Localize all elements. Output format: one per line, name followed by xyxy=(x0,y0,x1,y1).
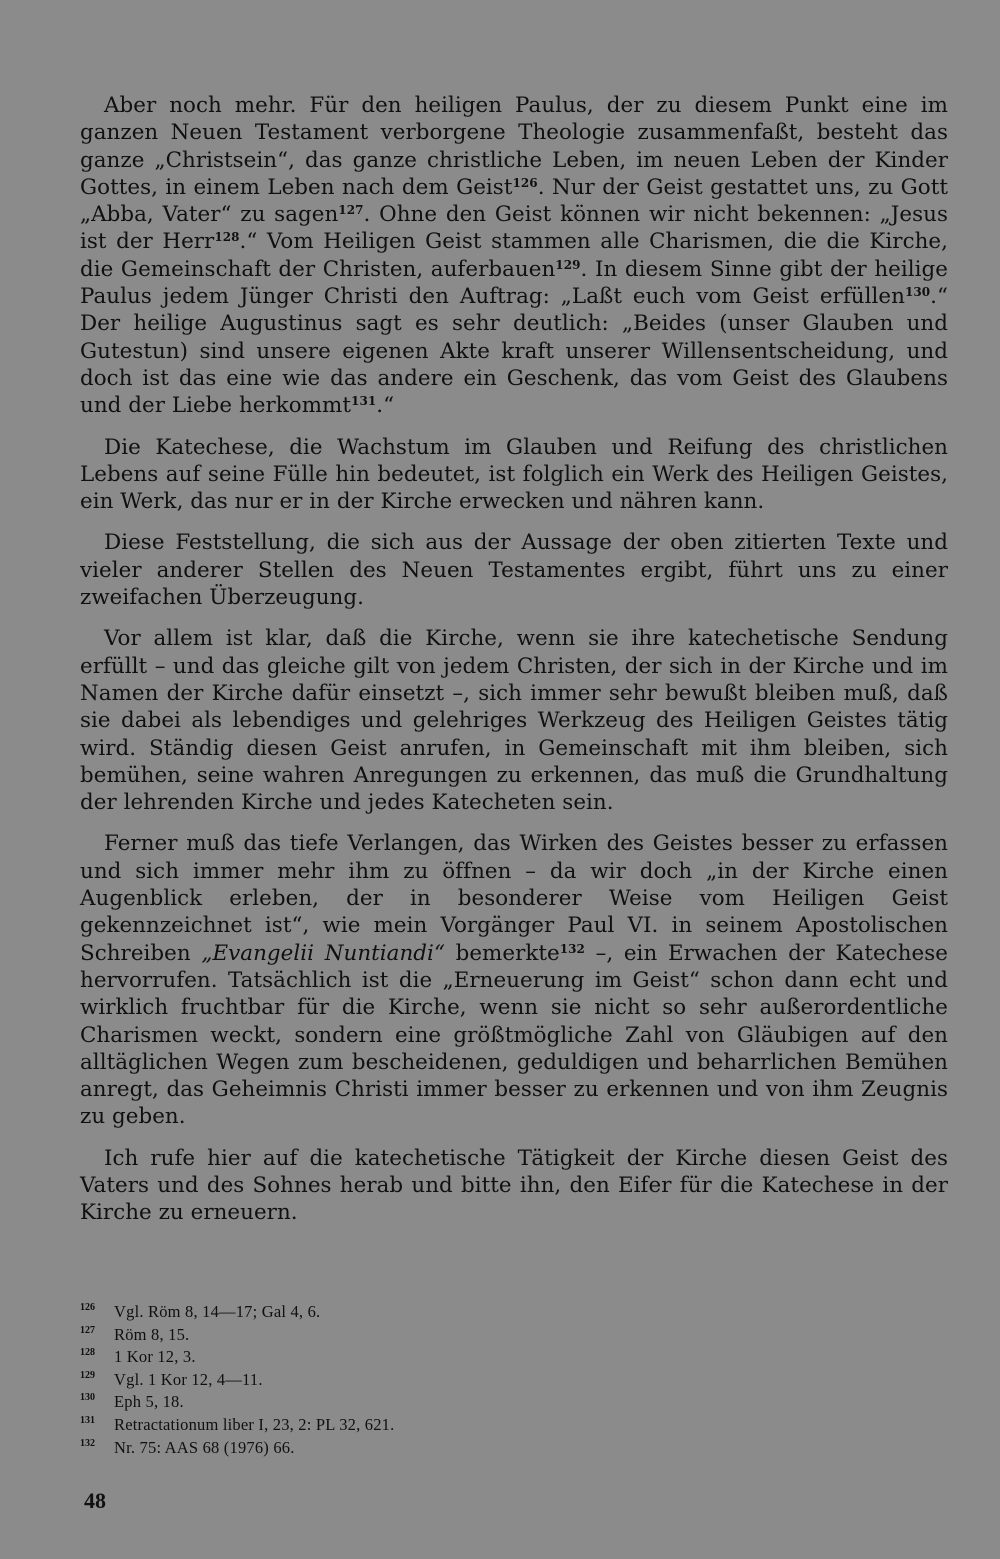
footnote-number: 126 xyxy=(80,1302,95,1313)
footnote-number: 130 xyxy=(80,1392,95,1404)
paragraph-text: Ferner muß das tiefe Verlangen, das Wirken des Geistes besser zu erfassen und sich immer mehr ihm zu öffnen – da wir doch „in der Kirche einen Augenblick erleben, der in besonderer Weise vom Heiligen Geist gekennzeichnet ist“, wie mein Vorgänger Paul VI. in seinem Apostolischen Schreiben xyxy=(80,831,948,966)
paragraph xyxy=(80,1145,948,1227)
footnote xyxy=(80,1414,948,1437)
footnote-reference: 131 xyxy=(351,394,377,409)
paragraph-text: . Ohne den Geist können wir nicht bekennen: „Jesus ist der Herr xyxy=(80,202,948,255)
footnote xyxy=(80,1391,948,1414)
paragraph-text: Aber noch mehr. Für den heiligen Paulus, der zu diesem Punkt eine im ganzen Neuen Testament verborgene Theologie zusammenfaßt, besteht das ganze „Christsein“, das ganze christliche Leben, im neuen Leben der Kinder Gottes, in einem Leben nach dem Geist xyxy=(80,93,948,200)
paragraph-text: Ich rufe hier auf die katechetische Tätigkeit der Kirche diesen Geist des Vaters und des Sohnes herab und bitte ihn, den Eifer für die Katechese in der Kirche zu erneuern. xyxy=(80,1145,948,1226)
footnote-text: Vgl. 1 Kor 12, 4—11. xyxy=(114,1369,263,1389)
paragraph xyxy=(80,625,948,816)
paragraph-text: Vor allem ist klar, daß die Kirche, wenn sie ihre katechetische Sendung erfüllt – und das gleiche gilt von jedem Christen, der sich in der Kirche und im Namen der Kirche dafür einsetzt –, sich immer sehr bewußt bleiben muß, daß sie dabei als lebendiges und gelehriges Werkzeug des Heiligen Geistes tätig wird. Ständig diesen Geist anrufen, in Gemeinschaft mit ihm bleiben, sich bemühen, seine wahren Anregungen zu erkennen, das muß die Grundhaltung der lehrenden Kirche und jedes Katecheten sein. xyxy=(80,626,948,816)
footnote-text: Nr. 75: AAS 68 (1976) 66. xyxy=(114,1437,295,1457)
footnote xyxy=(80,1346,948,1369)
footnote-number: 131 xyxy=(80,1414,95,1426)
paragraph xyxy=(80,830,948,1130)
paragraph-text: .“ xyxy=(376,393,395,419)
footnote xyxy=(80,1324,948,1347)
footnote-text: Eph 5, 18. xyxy=(114,1392,184,1412)
italic-title: „Evangelii Nuntiandi“ xyxy=(201,940,445,966)
paragraph-text: .“ Vom Heiligen Geist stammen alle Charismen, die die Kirche, die Gemeinschaft der Christen, auferbauen xyxy=(80,229,948,282)
footnote-number: 129 xyxy=(80,1369,95,1381)
footnote-reference: 126 xyxy=(512,175,538,190)
footnote-reference: 129 xyxy=(555,257,581,272)
footnote xyxy=(80,1301,948,1324)
paragraph-text: –, ein Erwachen der Katechese hervorrufen. Tatsächlich ist die „Erneuerung im Geist“ schon dann echt und wirklich fruchtbar für die Kirche, wenn sie nicht so sehr außerordentliche Charismen weckt, sondern eine größtmögliche Zahl von Gläubigen auf den alltäglichen Wegen zum bescheidenen, geduldigen und beharrlichen Bemühen anregt, das Geheimnis Christi immer besser zu erkennen und von ihm Zeugnis zu geben. xyxy=(80,940,948,1130)
footnote-reference: 132 xyxy=(559,941,585,956)
paragraph xyxy=(80,434,948,516)
paragraph xyxy=(80,92,948,420)
paragraph xyxy=(80,529,948,611)
footnote-text: 1 Kor 12, 3. xyxy=(114,1347,196,1367)
paragraph-text: . Nur der Geist gestattet uns, zu Gott „Abba, Vater“ zu sagen xyxy=(80,174,948,228)
paragraph-text: .“ Der heilige Augustinus sagt es sehr deutlich: „Beides (unser Glauben und Gutestun) sind unsere eigenen Akte kraft unserer Willensentscheidung, und doch ist das eine wie das andere ein Geschenk, das vom Geist des Glaubens und der Liebe herkommt xyxy=(80,284,948,419)
paragraph-text: bemerkte xyxy=(444,940,560,966)
footnote-reference: 128 xyxy=(214,230,240,245)
body-text xyxy=(80,92,948,1241)
footnote xyxy=(80,1369,948,1392)
footnote xyxy=(80,1437,948,1460)
footnote-number: 132 xyxy=(80,1437,95,1449)
paragraph-text: Diese Feststellung, die sich aus der Aussage der oben zitierten Texte und vieler anderer Stellen des Neuen Testamentes ergibt, führt uns zu einer zweifachen Überzeugung. xyxy=(80,530,948,611)
page-number: 48 xyxy=(84,1488,106,1513)
footnote-number: 127 xyxy=(80,1324,95,1336)
paragraph-text: . In diesem Sinne gibt der heilige Paulus jedem Jünger Christi den Auftrag: „Laßt euch vom Geist erfüllen xyxy=(80,256,948,310)
footnote-text: Röm 8, 15. xyxy=(114,1324,190,1344)
footnotes xyxy=(80,1301,948,1459)
footnote-reference: 127 xyxy=(338,203,364,218)
footnote-text: Retractationum liber I, 23, 2: PL 32, 621. xyxy=(114,1414,395,1434)
footnote-text: Vgl. Röm 8, 14—17; Gal 4, 6. xyxy=(114,1302,321,1321)
footnote-reference: 130 xyxy=(904,285,931,300)
paragraph-text: Die Katechese, die Wachstum im Glauben und Reifung des christlichen Lebens auf seine Fülle hin bedeutet, ist folglich ein Werk des Heiligen Geistes, ein Werk, das nur er in der Kirche erwecken und nähren kann. xyxy=(80,434,948,515)
footnote-number: 128 xyxy=(80,1347,95,1359)
